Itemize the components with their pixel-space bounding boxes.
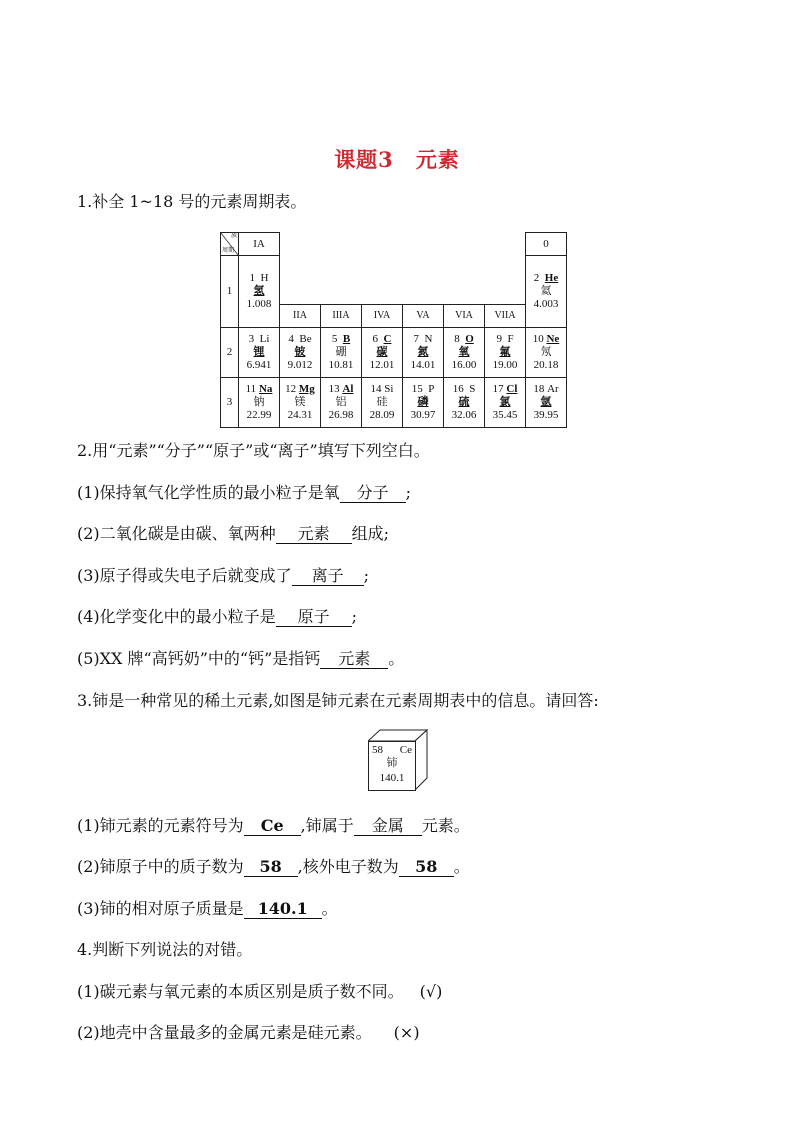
element-cell: 6 C 碳 12.01 [362,327,403,377]
answer-blank: 分子 [340,484,406,503]
element-cell: 5 B 硼 10.81 [321,327,362,377]
answer-blank: 58 [244,858,298,877]
question-3-part-3: (3)铈的相对原子质量是 140.1 。 [77,899,338,918]
answer-mark: (×) [393,1023,420,1042]
element-cell: 14 Si 硅 28.09 [362,377,403,427]
element-cell: 8 O 氧 16.00 [444,327,485,377]
question-2-part-3: (3)原子得或失电子后就变成了 离子 ; [77,566,370,585]
answer-blank: 140.1 [244,900,322,919]
answer-blank: 原子 [276,608,352,627]
period-number: 2 [221,327,239,377]
element-cell: 16 S 硫 32.06 [444,377,485,427]
group-label: VIA [444,304,485,327]
question-3-part-1: (1)铈元素的元素符号为 Ce ,铈属于 金属 元素。 [77,816,470,835]
answer-blank: 元素 [276,525,352,544]
question-2-intro: 2.用“元素”“分子”“原子”或“离子”填写下列空白。 [77,441,430,460]
group-label: IVA [362,304,403,327]
element-cell: 7 N 氮 14.01 [403,327,444,377]
element-cell: 17 Cl 氯 35.45 [485,377,526,427]
question-2-part-5: (5)XX 牌“高钙奶”中的“钙”是指钙 元素 。 [77,649,405,668]
element-cell: 4 Be 铍 9.012 [280,327,321,377]
answer-blank: Ce [244,817,301,836]
answer-blank: 离子 [292,567,364,586]
element-cell: 13 Al 铝 26.98 [321,377,362,427]
question-3-part-2: (2)铈原子中的质子数为 58 ,核外电子数为 58 。 [77,857,470,876]
element-cell: 15 P 磷 30.97 [403,377,444,427]
period-number: 3 [221,377,239,427]
question-4-part-2: (2)地壳中含量最多的金属元素是硅元素。 (×) [77,1023,420,1042]
element-cell-he: 2 He 氦 4.003 [526,256,567,328]
question-2-part-1: (1)保持氧气化学性质的最小粒子是氧 分子 ; [77,483,412,502]
periodic-table [220,232,567,428]
group-label: VIIA [485,304,526,327]
period-number: 1 [221,256,239,328]
group-label: VA [403,304,444,327]
answer-blank: 金属 [354,817,422,836]
answer-mark: (√) [419,982,443,1001]
group-label: IIA [280,304,321,327]
element-cell: 18 Ar 氩 39.95 [526,377,567,427]
question-1: 1.补全 1~18 号的元素周期表。 [77,192,307,211]
group-label-0: 0 [526,233,567,256]
element-cell-h: 1 H 氢 1.008 [239,256,280,328]
answer-blank: 元素 [320,650,388,669]
table-corner: 族 周期 [222,233,237,254]
element-cell: 12 Mg 镁 24.31 [280,377,321,427]
group-label-ia: IA [239,233,280,256]
page-title: 课题3 元素 [334,147,460,172]
question-2-part-4: (4)化学变化中的最小粒子是 原子 ; [77,607,358,626]
element-cell: 3 Li 锂 6.941 [239,327,280,377]
element-cell: 11 Na 钠 22.99 [239,377,280,427]
question-3-intro: 3.铈是一种常见的稀土元素,如图是铈元素在元素周期表中的信息。请回答: [77,691,599,710]
question-4-part-1: (1)碳元素与氧元素的本质区别是质子数不同。 (√) [77,982,443,1001]
element-cell: 9 F 氟 19.00 [485,327,526,377]
cerium-element-card: 58 Ce 铈 140.1 [368,729,428,791]
question-4-intro: 4.判断下列说法的对错。 [77,940,253,959]
element-cell: 10 Ne 氖 20.18 [526,327,567,377]
group-label: IIIA [321,304,362,327]
question-2-part-2: (2)二氧化碳是由碳、氧两种 元素 组成; [77,524,390,543]
answer-blank: 58 [399,858,454,877]
